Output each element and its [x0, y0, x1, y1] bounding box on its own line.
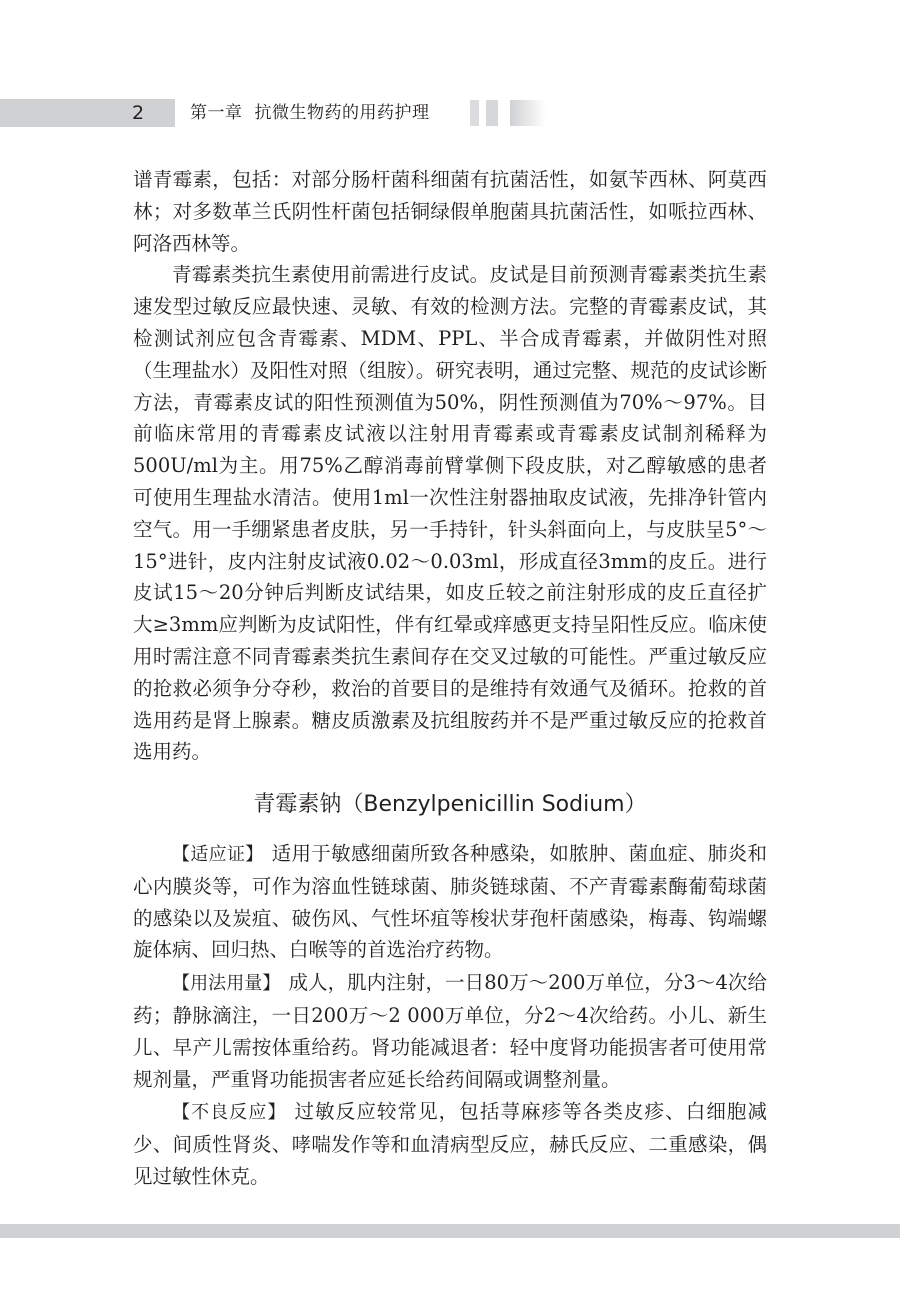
section-label: 【用法用量】 — [172, 973, 281, 995]
paragraph: 青霉素类抗生素使用前需进行皮试。皮试是目前预测青霉素类抗生素速发型过敏反应最快速、灵敏、有效的检测方法。完整的青霉素皮试，其检测试剂应包含青霉素、MDM、PPL、半合成青霉素，并做阴性对照（生理盐水）及阳性对照（组胺）。研究表明，通过完整、规范的皮试诊断方法，青霉素皮试的阳性预测值为50%，阴性预测值为70%～97%。目前临床常用的青霉素皮试液以注射用青霉素或青霉素皮试制剂稀释为500U/ml为主。用75%乙醇消毒前臂掌侧下段皮肤，对乙醇敏感的患者可使用生理盐水清洁。使用1ml一次性注射器抽取皮试液，先排净针管内空气。用一手绷紧患者皮肤，另一手持针，针头斜面向上，与皮肤呈5°～15°进针，皮内注射皮试液0.02～0.03ml，形成直径3mm的皮丘。进行皮试15～20分钟后判断皮试结果，如皮丘较之前注射形成的皮丘直径扩大≥3mm应判断为皮试阳性，伴有红晕或痒感更支持呈阳性反应。临床使用时需注意不同青霉素类抗生素间存在交叉过敏的可能性。严重过敏反应的抢救必须争分夺秒，救治的首要目的是维持有效通气及循环。抢救的首选用药是肾上腺素。糖皮质激素及抗组胺药并不是严重过敏反应的抢救首选用药。 — [133, 263, 767, 764]
section-text: 成人，肌内注射，一日80万～200万单位，分3～4次给药；静脉滴注，一日200万～2 000万单位，分2～4次给药。小儿、新生儿、早产儿需按体重给药。肾功能减退者：轻中度肾功能损害者可使用常规剂量，严重肾功能损害者应延长给药间隔或调整剂量。 — [133, 971, 767, 1091]
dosage-section — [133, 967, 767, 1095]
section-label: 【适应证】 — [172, 844, 264, 865]
header-decoration-fade — [510, 100, 546, 126]
drug-sections — [133, 838, 767, 1194]
running-header-title — [190, 102, 430, 124]
chapter-title: 抗微生物药的用药护理 — [254, 103, 430, 123]
paragraph: 谱青霉素，包括：对部分肠杆菌科细菌有抗菌活性，如氨苄西林、阿莫西林；对多数革兰氏阴性杆菌包括铜绿假单胞菌具抗菌活性，如哌拉西林、阿洛西林等。 — [133, 168, 767, 255]
body-text — [133, 164, 767, 768]
section-label: 【不良反应】 — [172, 1102, 287, 1124]
header-decoration-bar — [486, 100, 498, 126]
section-text: 适用于敏感细菌所致各种感染，如脓肿、菌血症、肺炎和心内膜炎等，可作为溶血性链球菌、肺炎链球菌、不产青霉素酶葡萄球菌的感染以及炭疽、破伤风、气性坏疽等梭状芽孢杆菌感染，梅毒、钩端螺旋体病、回归热、白喉等的首选治疗药物。 — [133, 842, 767, 962]
adverse-reactions-section — [133, 1096, 767, 1192]
section-text: 过敏反应较常见，包括荨麻疹等各类皮疹、白细胞减少、间质性肾炎、哮喘发作等和血清病型反应，赫氏反应、二重感染，偶见过敏性休克。 — [133, 1100, 767, 1188]
page-number: 2 — [132, 102, 145, 124]
chapter-label: 第一章 — [190, 103, 243, 123]
header-decoration-bar — [470, 100, 479, 126]
indications-section — [133, 838, 767, 966]
footer-band — [0, 1224, 900, 1238]
drug-heading: 青霉素钠（Benzylpenicillin Sodium） — [253, 792, 647, 817]
